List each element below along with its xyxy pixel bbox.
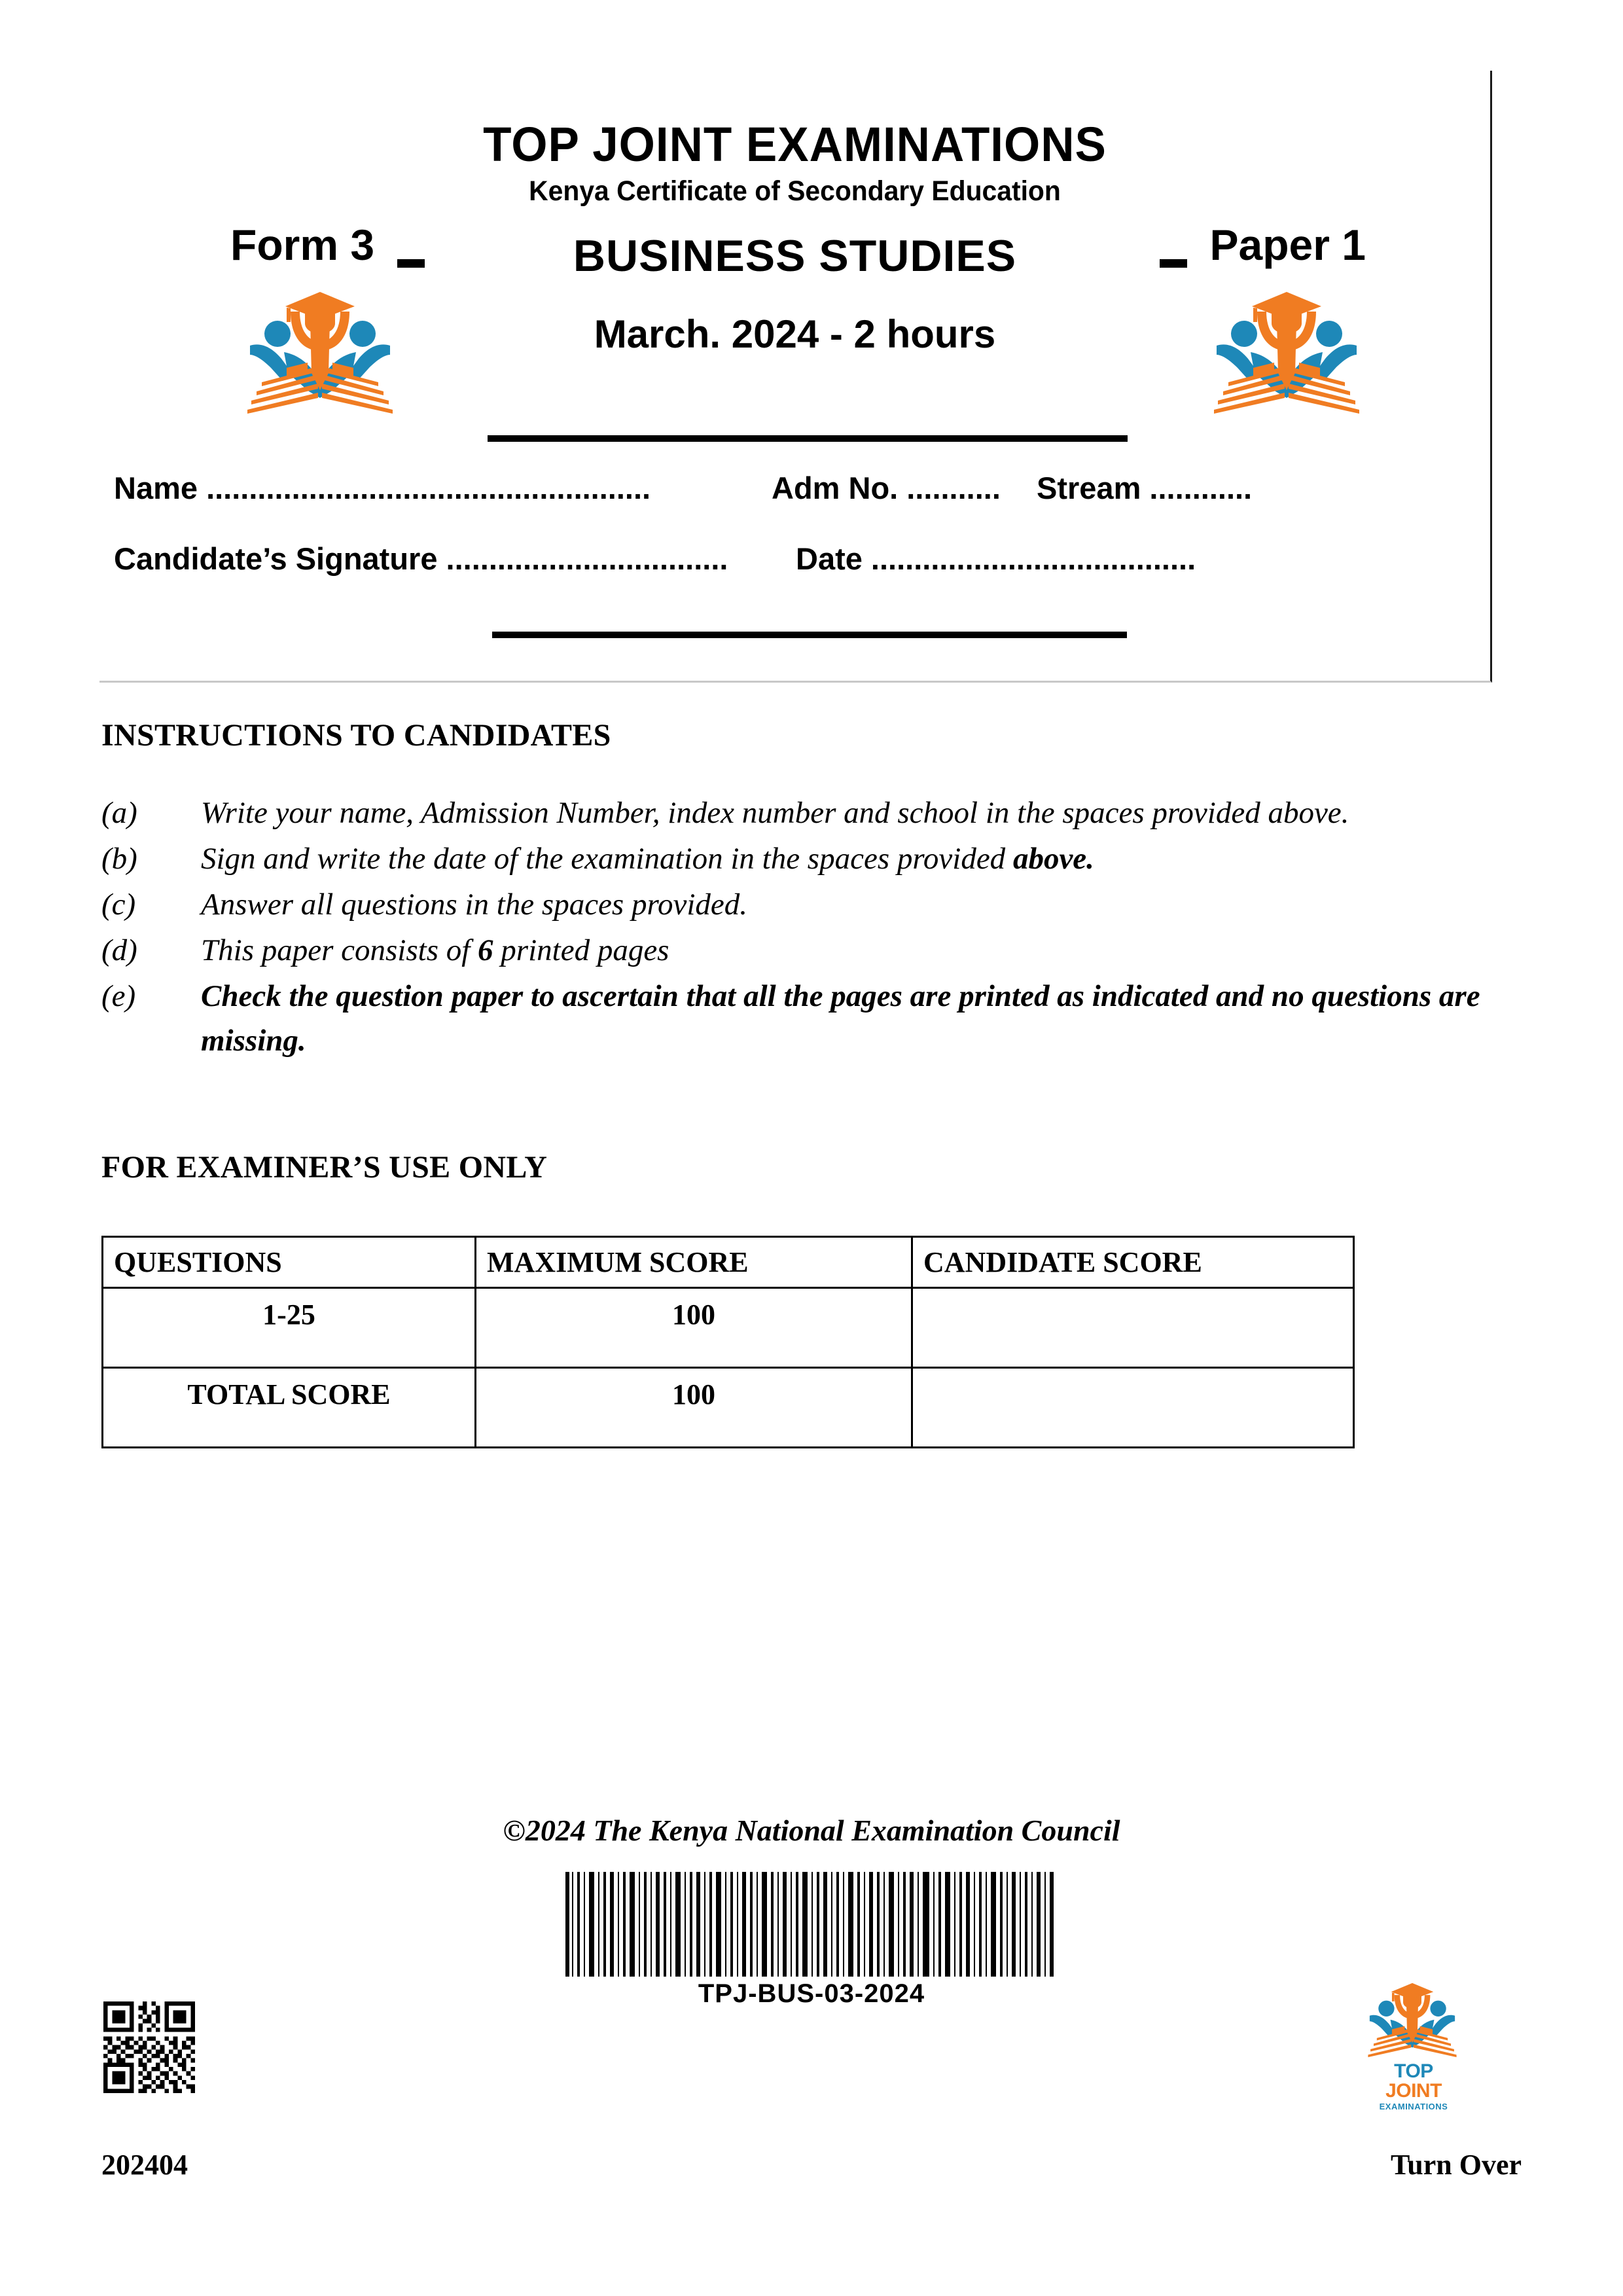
name-field-line[interactable]: Name .................................................... <box>114 471 651 505</box>
instruction-item <box>101 882 1482 927</box>
instruction-marker: (d) <box>101 933 137 967</box>
brand-wordmark <box>1364 2062 1463 2111</box>
page-code: 202404 <box>101 2149 188 2181</box>
instructions-heading: INSTRUCTIONS TO CANDIDATES <box>101 718 611 753</box>
barcode-label: TPJ-BUS-03-2024 <box>698 1979 925 2008</box>
form-label: Form 3 <box>230 221 375 269</box>
graduation-logo-icon <box>1366 1977 1458 2058</box>
cell-questions-range: 1-25 <box>103 1288 476 1368</box>
instruction-text-plain: This paper consists of <box>201 933 478 967</box>
barcode-block <box>563 1872 1060 2009</box>
instruction-item <box>101 791 1482 835</box>
table-header-row <box>103 1237 1354 1288</box>
column-header-questions: QUESTIONS <box>103 1237 476 1288</box>
subject-row <box>99 216 1490 288</box>
signature-field-line[interactable]: Candidate’s Signature ................................. <box>114 541 728 576</box>
cell-total-candidate-score[interactable] <box>912 1368 1354 1448</box>
date-field-line[interactable]: Date ...................................... <box>796 541 1196 576</box>
instruction-text: Answer all questions in the spaces provided. <box>201 888 748 922</box>
instructions-list <box>101 791 1482 1064</box>
instruction-text-plain: Sign and write the date of the examination in the spaces provided <box>201 842 1013 876</box>
examiner-score-table <box>101 1236 1355 1448</box>
column-header-maximum-score: MAXIMUM SCORE <box>476 1237 912 1288</box>
cell-total-score-label: TOTAL SCORE <box>103 1368 476 1448</box>
table-row <box>103 1368 1354 1448</box>
graduation-logo-icon <box>1211 281 1362 416</box>
instruction-text <box>201 836 1482 881</box>
instruction-text <box>201 928 1482 973</box>
instruction-item <box>101 928 1482 973</box>
instruction-text: Write your name, Admission Number, index number and school in the spaces provided above. <box>201 796 1349 830</box>
cell-candidate-score[interactable] <box>912 1288 1354 1368</box>
instruction-item <box>101 974 1482 1063</box>
turn-over-label: Turn Over <box>1390 2149 1522 2181</box>
instruction-marker: (c) <box>101 888 136 922</box>
exam-date-duration: March. 2024 - 2 hours <box>594 312 996 356</box>
brand-word-joint: JOINT <box>1385 2080 1442 2102</box>
exam-header-box <box>99 71 1492 683</box>
cell-maximum-score: 100 <box>476 1288 912 1368</box>
cell-total-maximum-score: 100 <box>476 1368 912 1448</box>
dash-separator-right-icon <box>1160 259 1187 268</box>
graduation-logo-icon <box>245 281 395 416</box>
instruction-text-plain-post: printed pages <box>493 933 669 967</box>
column-header-candidate-score: CANDIDATE SCORE <box>912 1237 1354 1288</box>
barcode-icon <box>563 1872 1060 1977</box>
exam-title: TOP JOINT EXAMINATIONS <box>483 117 1107 171</box>
header-rule-top <box>488 435 1128 442</box>
header-rule-bottom <box>492 632 1127 638</box>
instruction-text-bold: 6 <box>478 933 493 967</box>
table-row <box>103 1288 1354 1368</box>
instruction-marker: (b) <box>101 842 137 876</box>
stream-field-line[interactable]: Stream ............ <box>1037 471 1253 505</box>
brand-wordmark-main <box>1364 2062 1463 2101</box>
examiner-use-heading: FOR EXAMINER’S USE ONLY <box>101 1150 548 1185</box>
exam-subtitle: Kenya Certificate of Secondary Education <box>529 175 1061 207</box>
brand-word-top: TOP <box>1394 2060 1433 2082</box>
subject-name: BUSINESS STUDIES <box>573 231 1017 281</box>
qr-code-icon <box>103 2001 195 2093</box>
instruction-text-bold: above. <box>1012 842 1094 876</box>
instruction-marker: (e) <box>101 979 136 1013</box>
instruction-marker: (a) <box>101 796 137 830</box>
instruction-text: Check the question paper to ascertain that all the pages are printed as indicated and no questions are missing. <box>201 979 1480 1058</box>
adm-no-field-line[interactable]: Adm No. ........... <box>772 471 1001 505</box>
paper-label: Paper 1 <box>1209 221 1366 269</box>
copyright-notice: ©2024 The Kenya National Examination Council <box>503 1814 1120 1847</box>
instruction-item <box>101 836 1482 881</box>
brand-word-sub: EXAMINATIONS <box>1379 2102 1448 2111</box>
